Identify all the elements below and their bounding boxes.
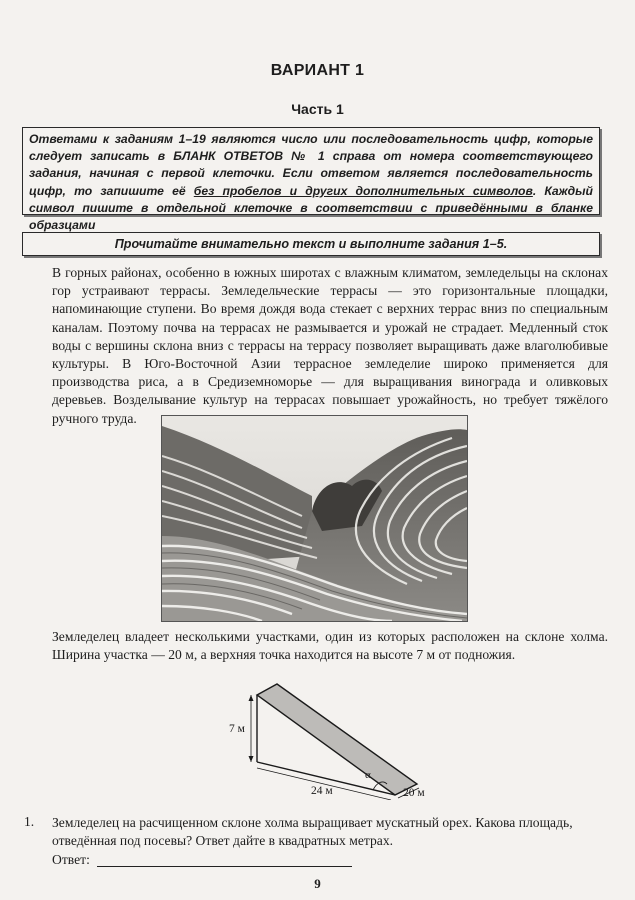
task-text: Земледелец на расчищенном склоне холма выращивает мускатный орех. Какова площадь, отведённая под посевы? Ответ дайте в квадратных метрах. — [52, 815, 573, 849]
variant-title: ВАРИАНТ 1 — [270, 62, 365, 79]
instructions-underlined: без пробелов и других дополнительных символов — [193, 183, 533, 198]
height-label: 7 м — [229, 723, 245, 735]
passage-text: В горных районах, особенно в южных широтах с влажным климатом, земледельцы на склонах гор устраивают террасы. Земледельческие террасы — это горизонтальные площадки, напоминающие ступени. Во время дождя вода стекает с верхних террас вниз по специальным каналам. Поэтому почва на террасах не размывается и урожай не страдает. Медленный сток воды с вершины склона вниз с террасы на террасу позволяет выращивать даже влаголюбивые культуры. В Юго-Восточной Азии террасное земледелие широко применяется для производства риса, а в Средиземноморье — для выращивания винограда и оливковых деревьев. Возделывание культур на террасах повышает урожайность, но требует тяжёлого ручного труда. — [52, 265, 608, 426]
slope-diagram — [215, 668, 440, 800]
base-label: 24 м — [311, 785, 333, 797]
instructions-box — [22, 127, 600, 233]
terrace-photo — [161, 415, 468, 622]
answer-field[interactable] — [97, 866, 352, 867]
width-label: 20 м — [403, 787, 425, 799]
slope-plane — [257, 684, 417, 795]
instructions-text-end: . Каждый символ пишите в отдельной клеточке в соответствии с приведёнными в бланке образцами — [29, 183, 593, 233]
plot-description: Земледелец владеет несколькими участками, один из которых расположен на склоне холма. Ширина участка — 20 м, а верхняя точка находится на высоте 7 м от подножия. — [52, 629, 608, 663]
instructions-text: Ответами к заданиям 1–19 являются число или последовательность цифр, которые следует записать в БЛАНК ОТВЕТОВ № 1 справа от номера соответствующего задания, начиная с первой клеточки. Если ответом является последовательность цифр, то запишите её — [29, 132, 593, 198]
page-number: 9 — [314, 876, 321, 891]
angle-label: α — [365, 769, 371, 781]
task-number: 1. — [24, 814, 35, 829]
answer-label: Ответ: — [52, 852, 90, 867]
reading-prompt: Прочитайте внимательно текст и выполните задания 1–5. — [22, 232, 600, 256]
part-title: Часть 1 — [291, 101, 344, 117]
